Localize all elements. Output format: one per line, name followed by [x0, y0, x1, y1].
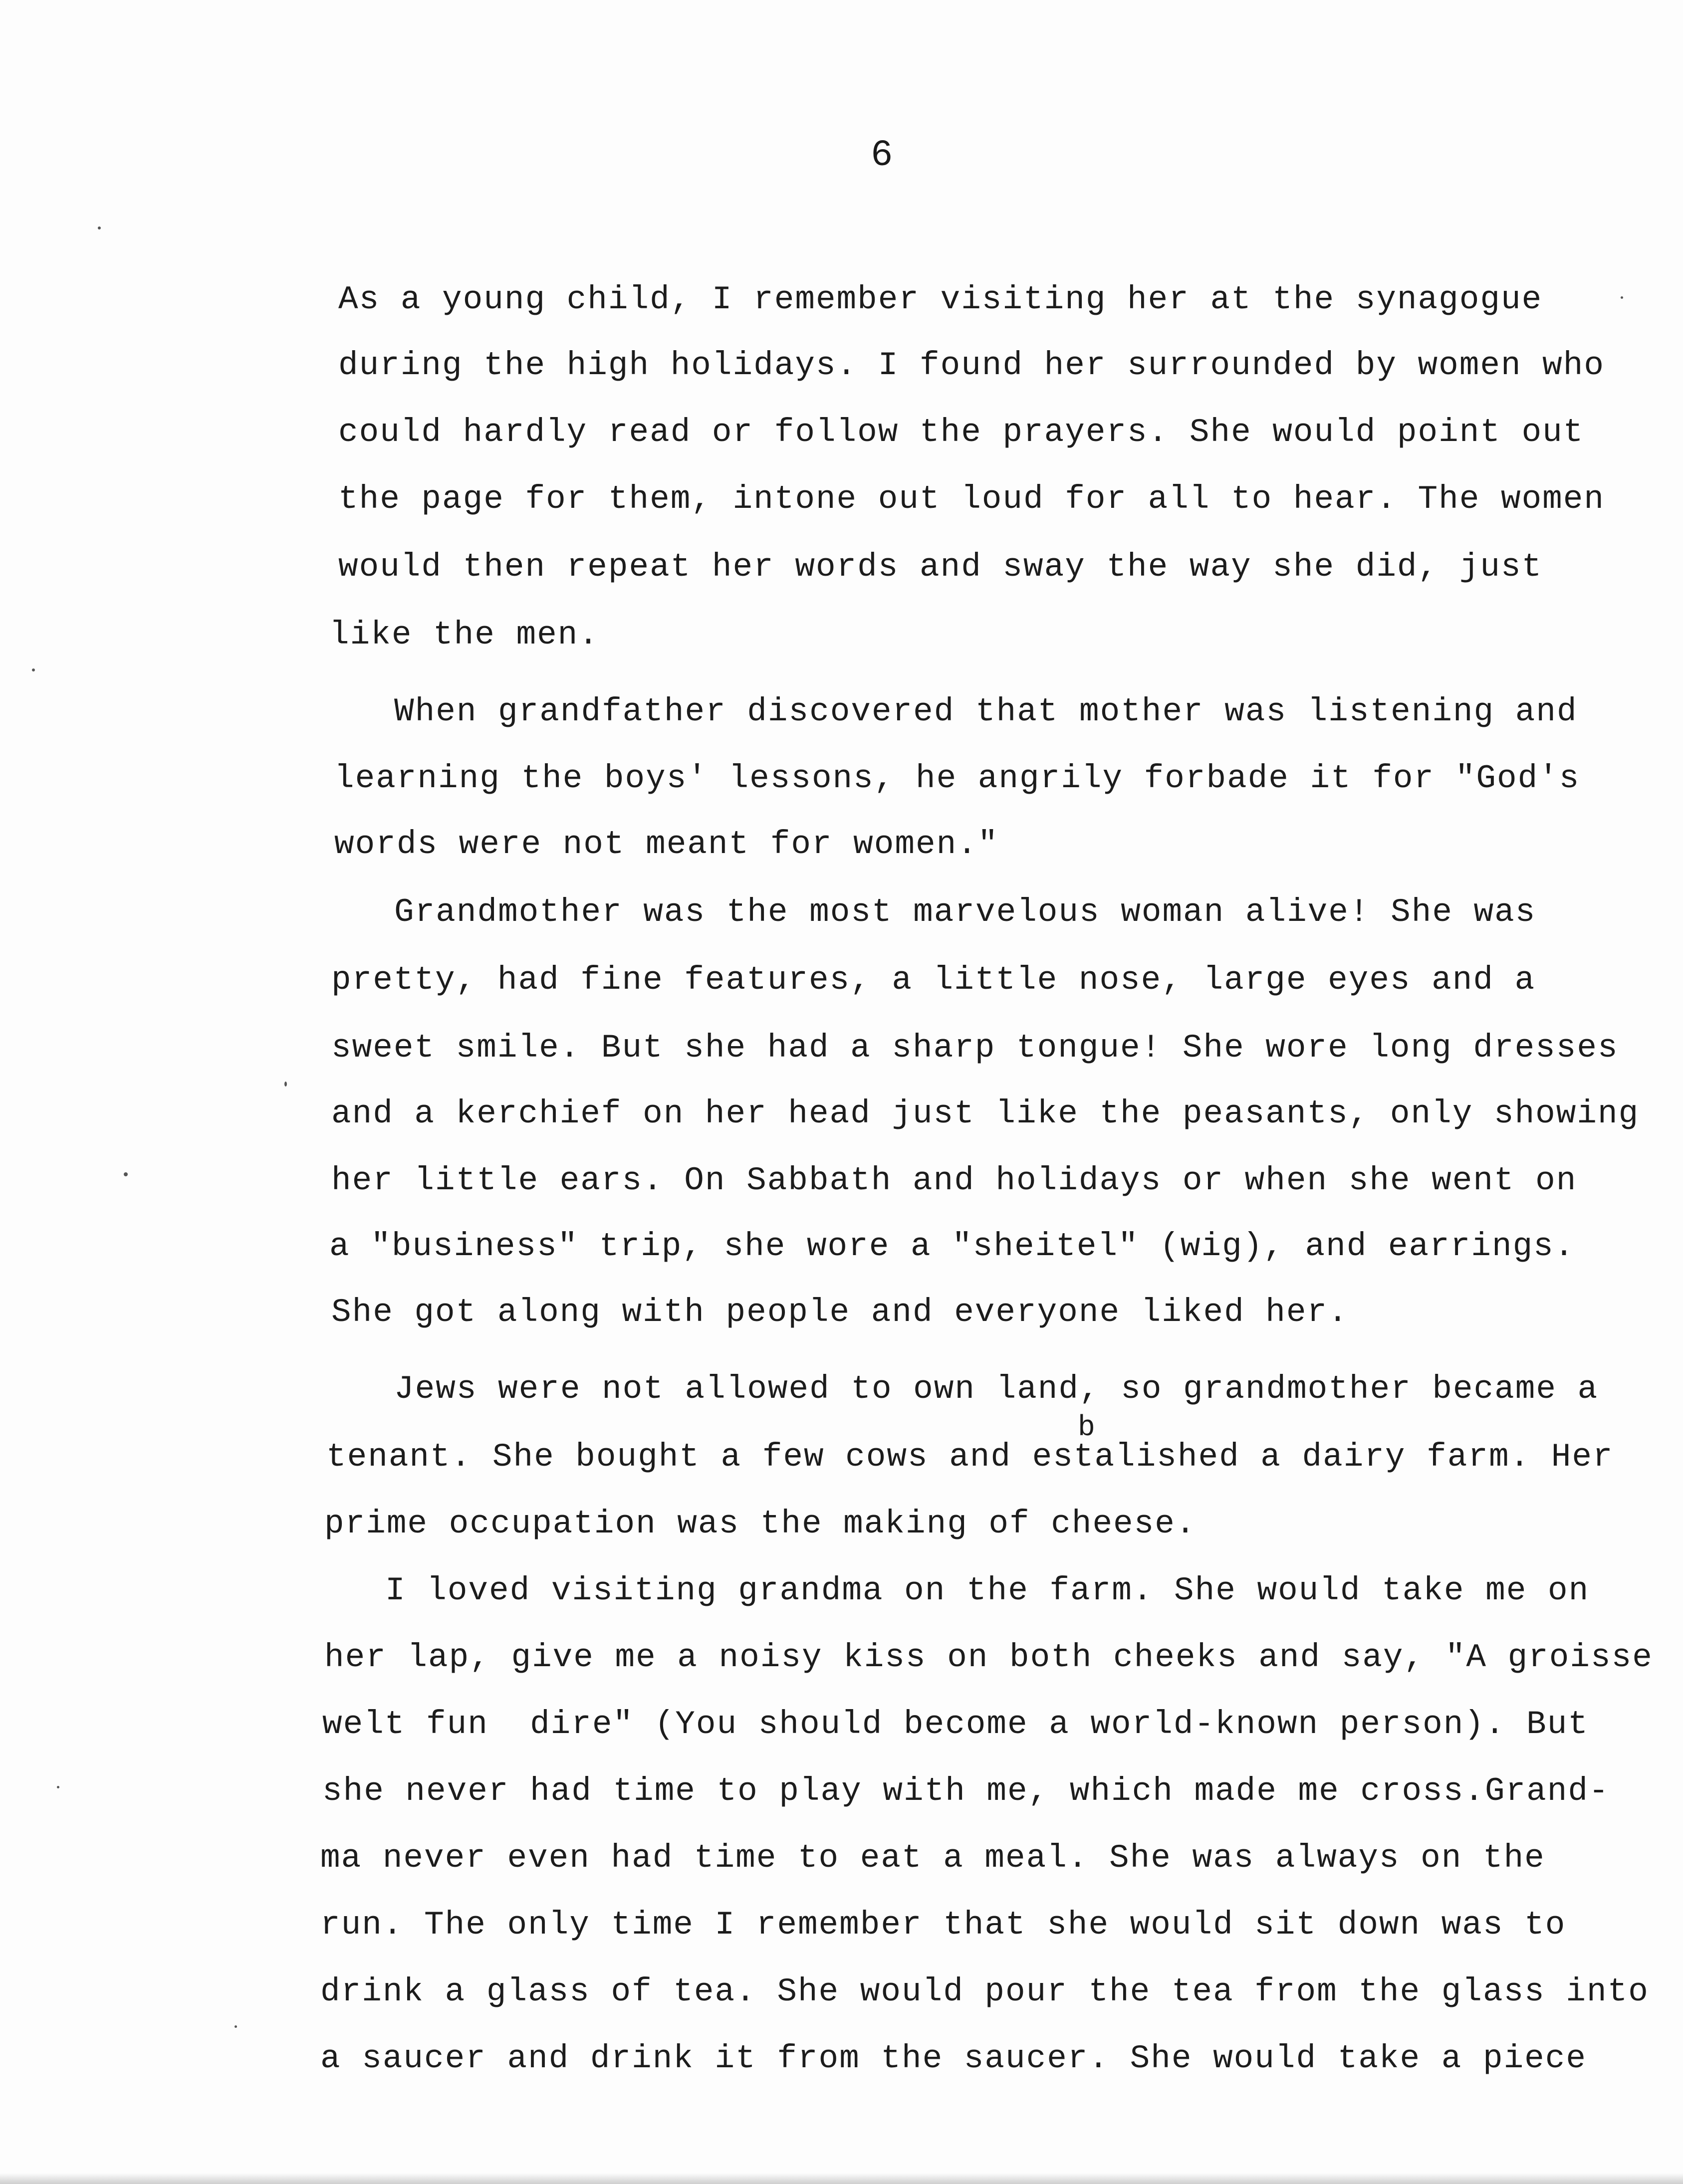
text-line: her lap, give me a noisy kiss on both cheeks and say, "A groisse [324, 1639, 1653, 1676]
text-line: When grandfather discovered that mother was listening and [394, 693, 1578, 730]
text-line: ma never even had time to eat a meal. She was always on the [320, 1839, 1545, 1877]
text-line: pretty, had fine features, a little nose, large eyes and a [331, 961, 1536, 999]
text-line: sweet smile. But she had a sharp tongue! She wore long dresses [331, 1029, 1619, 1067]
text-line: As a young child, I remember visiting her at the synagogue [338, 281, 1543, 318]
text-line: a saucer and drink it from the saucer. She would take a piece [320, 2040, 1587, 2077]
paper-speck [32, 668, 35, 671]
text-line: the page for them, intone out loud for all to hear. The women [338, 480, 1605, 518]
paper-speck [1621, 296, 1623, 299]
handwritten-correction: b [1078, 1412, 1095, 1444]
page-number: 6 [871, 135, 893, 177]
text-line: learning the boys' lessons, he angrily forbade it for "God's [334, 760, 1580, 797]
paper-speck [284, 1082, 287, 1087]
text-line: drink a glass of tea. She would pour the tea from the glass into [320, 1973, 1649, 2010]
text-line: Grandmother was the most marvelous woman alive! She was [394, 893, 1536, 931]
text-line: welt fun dire" (You should become a world-known person). But [322, 1706, 1589, 1743]
text-line: I loved visiting grandma on the farm. She would take me on [385, 1572, 1590, 1609]
text-line: a "business" trip, she wore a "sheitel" (wig), and earrings. [329, 1228, 1575, 1265]
paper-speck [124, 1172, 128, 1176]
text-line: Jews were not allowed to own land, so grandmother became a [394, 1370, 1599, 1408]
paper-speck [235, 2025, 237, 2028]
text-line: prime occupation was the making of cheese. [324, 1505, 1197, 1542]
text-line: and a kerchief on her head just like the peasants, only showing [331, 1095, 1640, 1132]
text-line: She got along with people and everyone liked her. [331, 1294, 1349, 1331]
text-line: her little ears. On Sabbath and holidays or when she went on [331, 1162, 1577, 1199]
page-edge-shadow [0, 2173, 1683, 2184]
text-line: she never had time to play with me, which made me cross.Grand- [322, 1772, 1610, 1810]
text-line: like the men. [329, 616, 599, 654]
text-line: could hardly read or follow the prayers. She would point out [338, 414, 1584, 451]
text-line: tenant. She bought a few cows and estalished a dairy farm. Her [326, 1438, 1614, 1476]
paper-speck [57, 1786, 59, 1788]
text-line: words were not meant for women." [334, 826, 999, 863]
text-line: during the high holidays. I found her surrounded by women who [338, 347, 1605, 384]
text-line: run. The only time I remember that she would sit down was to [320, 1906, 1566, 1944]
paper-speck [98, 226, 101, 229]
text-line: would then repeat her words and sway the way she did, just [338, 548, 1543, 586]
